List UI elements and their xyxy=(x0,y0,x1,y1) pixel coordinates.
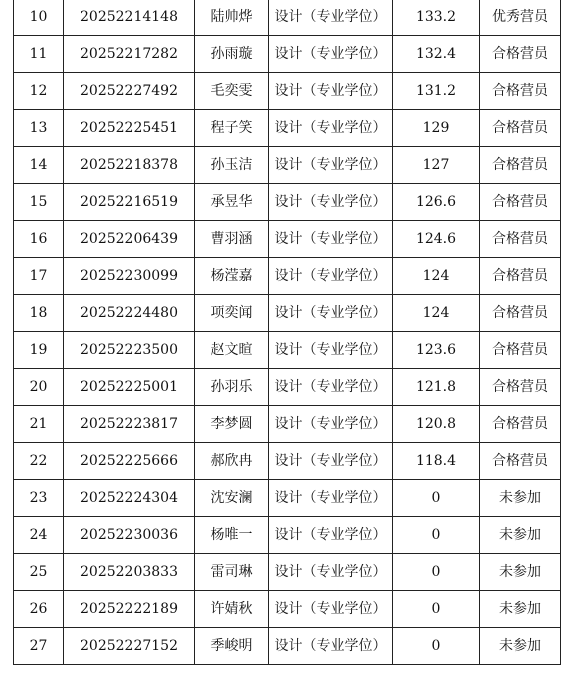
result-cell: 合格营员 xyxy=(480,406,561,443)
score-cell: 0 xyxy=(393,480,480,517)
student-name-cell: 杨唯一 xyxy=(195,517,269,554)
result-cell: 合格营员 xyxy=(480,332,561,369)
major-cell: 设计（专业学位） xyxy=(269,517,393,554)
result-cell: 合格营员 xyxy=(480,110,561,147)
result-cell: 合格营员 xyxy=(480,221,561,258)
table-row xyxy=(14,443,561,480)
row-number-cell: 12 xyxy=(14,73,64,110)
student-id-cell: 20252203833 xyxy=(64,554,195,591)
student-name-cell: 雷司琳 xyxy=(195,554,269,591)
major-cell: 设计（专业学位） xyxy=(269,184,393,221)
student-id-cell: 20252230099 xyxy=(64,258,195,295)
student-id-cell: 20252230036 xyxy=(64,517,195,554)
student-id-cell: 20252223500 xyxy=(64,332,195,369)
row-number-cell: 23 xyxy=(14,480,64,517)
table-row xyxy=(14,628,561,665)
score-cell: 133.2 xyxy=(393,0,480,36)
major-cell: 设计（专业学位） xyxy=(269,628,393,665)
student-name-cell: 郝欣冉 xyxy=(195,443,269,480)
row-number-cell: 20 xyxy=(14,369,64,406)
student-name-cell: 杨滢嘉 xyxy=(195,258,269,295)
result-cell: 优秀营员 xyxy=(480,0,561,36)
table-row xyxy=(14,480,561,517)
results-table-body xyxy=(14,0,561,665)
row-number-cell: 13 xyxy=(14,110,64,147)
student-name-cell: 赵文暄 xyxy=(195,332,269,369)
score-cell: 0 xyxy=(393,591,480,628)
score-cell: 123.6 xyxy=(393,332,480,369)
score-cell: 132.4 xyxy=(393,36,480,73)
score-cell: 120.8 xyxy=(393,406,480,443)
table-row xyxy=(14,295,561,332)
student-name-cell: 孙雨璇 xyxy=(195,36,269,73)
table-row xyxy=(14,258,561,295)
row-number-cell: 21 xyxy=(14,406,64,443)
row-number-cell: 24 xyxy=(14,517,64,554)
table-row xyxy=(14,406,561,443)
table-row xyxy=(14,369,561,406)
student-id-cell: 20252225001 xyxy=(64,369,195,406)
result-cell: 合格营员 xyxy=(480,184,561,221)
major-cell: 设计（专业学位） xyxy=(269,591,393,628)
result-cell: 合格营员 xyxy=(480,147,561,184)
student-name-cell: 项奕闻 xyxy=(195,295,269,332)
student-id-cell: 20252216519 xyxy=(64,184,195,221)
table-row xyxy=(14,332,561,369)
score-cell: 121.8 xyxy=(393,369,480,406)
student-name-cell: 许婧秋 xyxy=(195,591,269,628)
student-name-cell: 孙羽乐 xyxy=(195,369,269,406)
score-cell: 0 xyxy=(393,554,480,591)
major-cell: 设计（专业学位） xyxy=(269,480,393,517)
result-cell: 未参加 xyxy=(480,517,561,554)
row-number-cell: 11 xyxy=(14,36,64,73)
row-number-cell: 25 xyxy=(14,554,64,591)
major-cell: 设计（专业学位） xyxy=(269,36,393,73)
result-cell: 未参加 xyxy=(480,554,561,591)
major-cell: 设计（专业学位） xyxy=(269,295,393,332)
major-cell: 设计（专业学位） xyxy=(269,406,393,443)
student-name-cell: 李梦圆 xyxy=(195,406,269,443)
student-name-cell: 毛奕雯 xyxy=(195,73,269,110)
score-cell: 118.4 xyxy=(393,443,480,480)
student-id-cell: 20252222189 xyxy=(64,591,195,628)
major-cell: 设计（专业学位） xyxy=(269,221,393,258)
result-cell: 合格营员 xyxy=(480,369,561,406)
score-cell: 131.2 xyxy=(393,73,480,110)
major-cell: 设计（专业学位） xyxy=(269,0,393,36)
student-name-cell: 沈安澜 xyxy=(195,480,269,517)
student-name-cell: 季峻明 xyxy=(195,628,269,665)
student-name-cell: 曹羽涵 xyxy=(195,221,269,258)
table-row xyxy=(14,110,561,147)
result-cell: 未参加 xyxy=(480,480,561,517)
score-cell: 127 xyxy=(393,147,480,184)
table-row xyxy=(14,184,561,221)
table-row xyxy=(14,554,561,591)
row-number-cell: 10 xyxy=(14,0,64,36)
major-cell: 设计（专业学位） xyxy=(269,147,393,184)
table-row xyxy=(14,147,561,184)
row-number-cell: 16 xyxy=(14,221,64,258)
student-id-cell: 20252225666 xyxy=(64,443,195,480)
student-id-cell: 20252225451 xyxy=(64,110,195,147)
row-number-cell: 22 xyxy=(14,443,64,480)
student-name-cell: 陆帅烨 xyxy=(195,0,269,36)
major-cell: 设计（专业学位） xyxy=(269,554,393,591)
score-cell: 0 xyxy=(393,628,480,665)
table-row xyxy=(14,0,561,36)
result-cell: 未参加 xyxy=(480,628,561,665)
score-cell: 126.6 xyxy=(393,184,480,221)
table-row xyxy=(14,591,561,628)
results-table xyxy=(13,0,561,665)
student-id-cell: 20252214148 xyxy=(64,0,195,36)
score-cell: 124 xyxy=(393,295,480,332)
major-cell: 设计（专业学位） xyxy=(269,258,393,295)
result-cell: 合格营员 xyxy=(480,258,561,295)
score-cell: 124.6 xyxy=(393,221,480,258)
student-id-cell: 20252223817 xyxy=(64,406,195,443)
score-cell: 124 xyxy=(393,258,480,295)
table-row xyxy=(14,517,561,554)
student-name-cell: 承昱华 xyxy=(195,184,269,221)
row-number-cell: 15 xyxy=(14,184,64,221)
result-cell: 合格营员 xyxy=(480,73,561,110)
table-row xyxy=(14,221,561,258)
row-number-cell: 18 xyxy=(14,295,64,332)
row-number-cell: 19 xyxy=(14,332,64,369)
result-cell: 未参加 xyxy=(480,591,561,628)
score-cell: 129 xyxy=(393,110,480,147)
row-number-cell: 26 xyxy=(14,591,64,628)
row-number-cell: 27 xyxy=(14,628,64,665)
student-id-cell: 20252217282 xyxy=(64,36,195,73)
result-cell: 合格营员 xyxy=(480,443,561,480)
student-id-cell: 20252224480 xyxy=(64,295,195,332)
table-row xyxy=(14,36,561,73)
major-cell: 设计（专业学位） xyxy=(269,73,393,110)
student-name-cell: 孙玉洁 xyxy=(195,147,269,184)
student-id-cell: 20252227152 xyxy=(64,628,195,665)
student-id-cell: 20252218378 xyxy=(64,147,195,184)
row-number-cell: 14 xyxy=(14,147,64,184)
row-number-cell: 17 xyxy=(14,258,64,295)
student-name-cell: 程子笑 xyxy=(195,110,269,147)
major-cell: 设计（专业学位） xyxy=(269,110,393,147)
table-row xyxy=(14,73,561,110)
major-cell: 设计（专业学位） xyxy=(269,369,393,406)
student-id-cell: 20252206439 xyxy=(64,221,195,258)
major-cell: 设计（专业学位） xyxy=(269,332,393,369)
student-id-cell: 20252227492 xyxy=(64,73,195,110)
student-id-cell: 20252224304 xyxy=(64,480,195,517)
major-cell: 设计（专业学位） xyxy=(269,443,393,480)
score-cell: 0 xyxy=(393,517,480,554)
result-cell: 合格营员 xyxy=(480,36,561,73)
result-cell: 合格营员 xyxy=(480,295,561,332)
